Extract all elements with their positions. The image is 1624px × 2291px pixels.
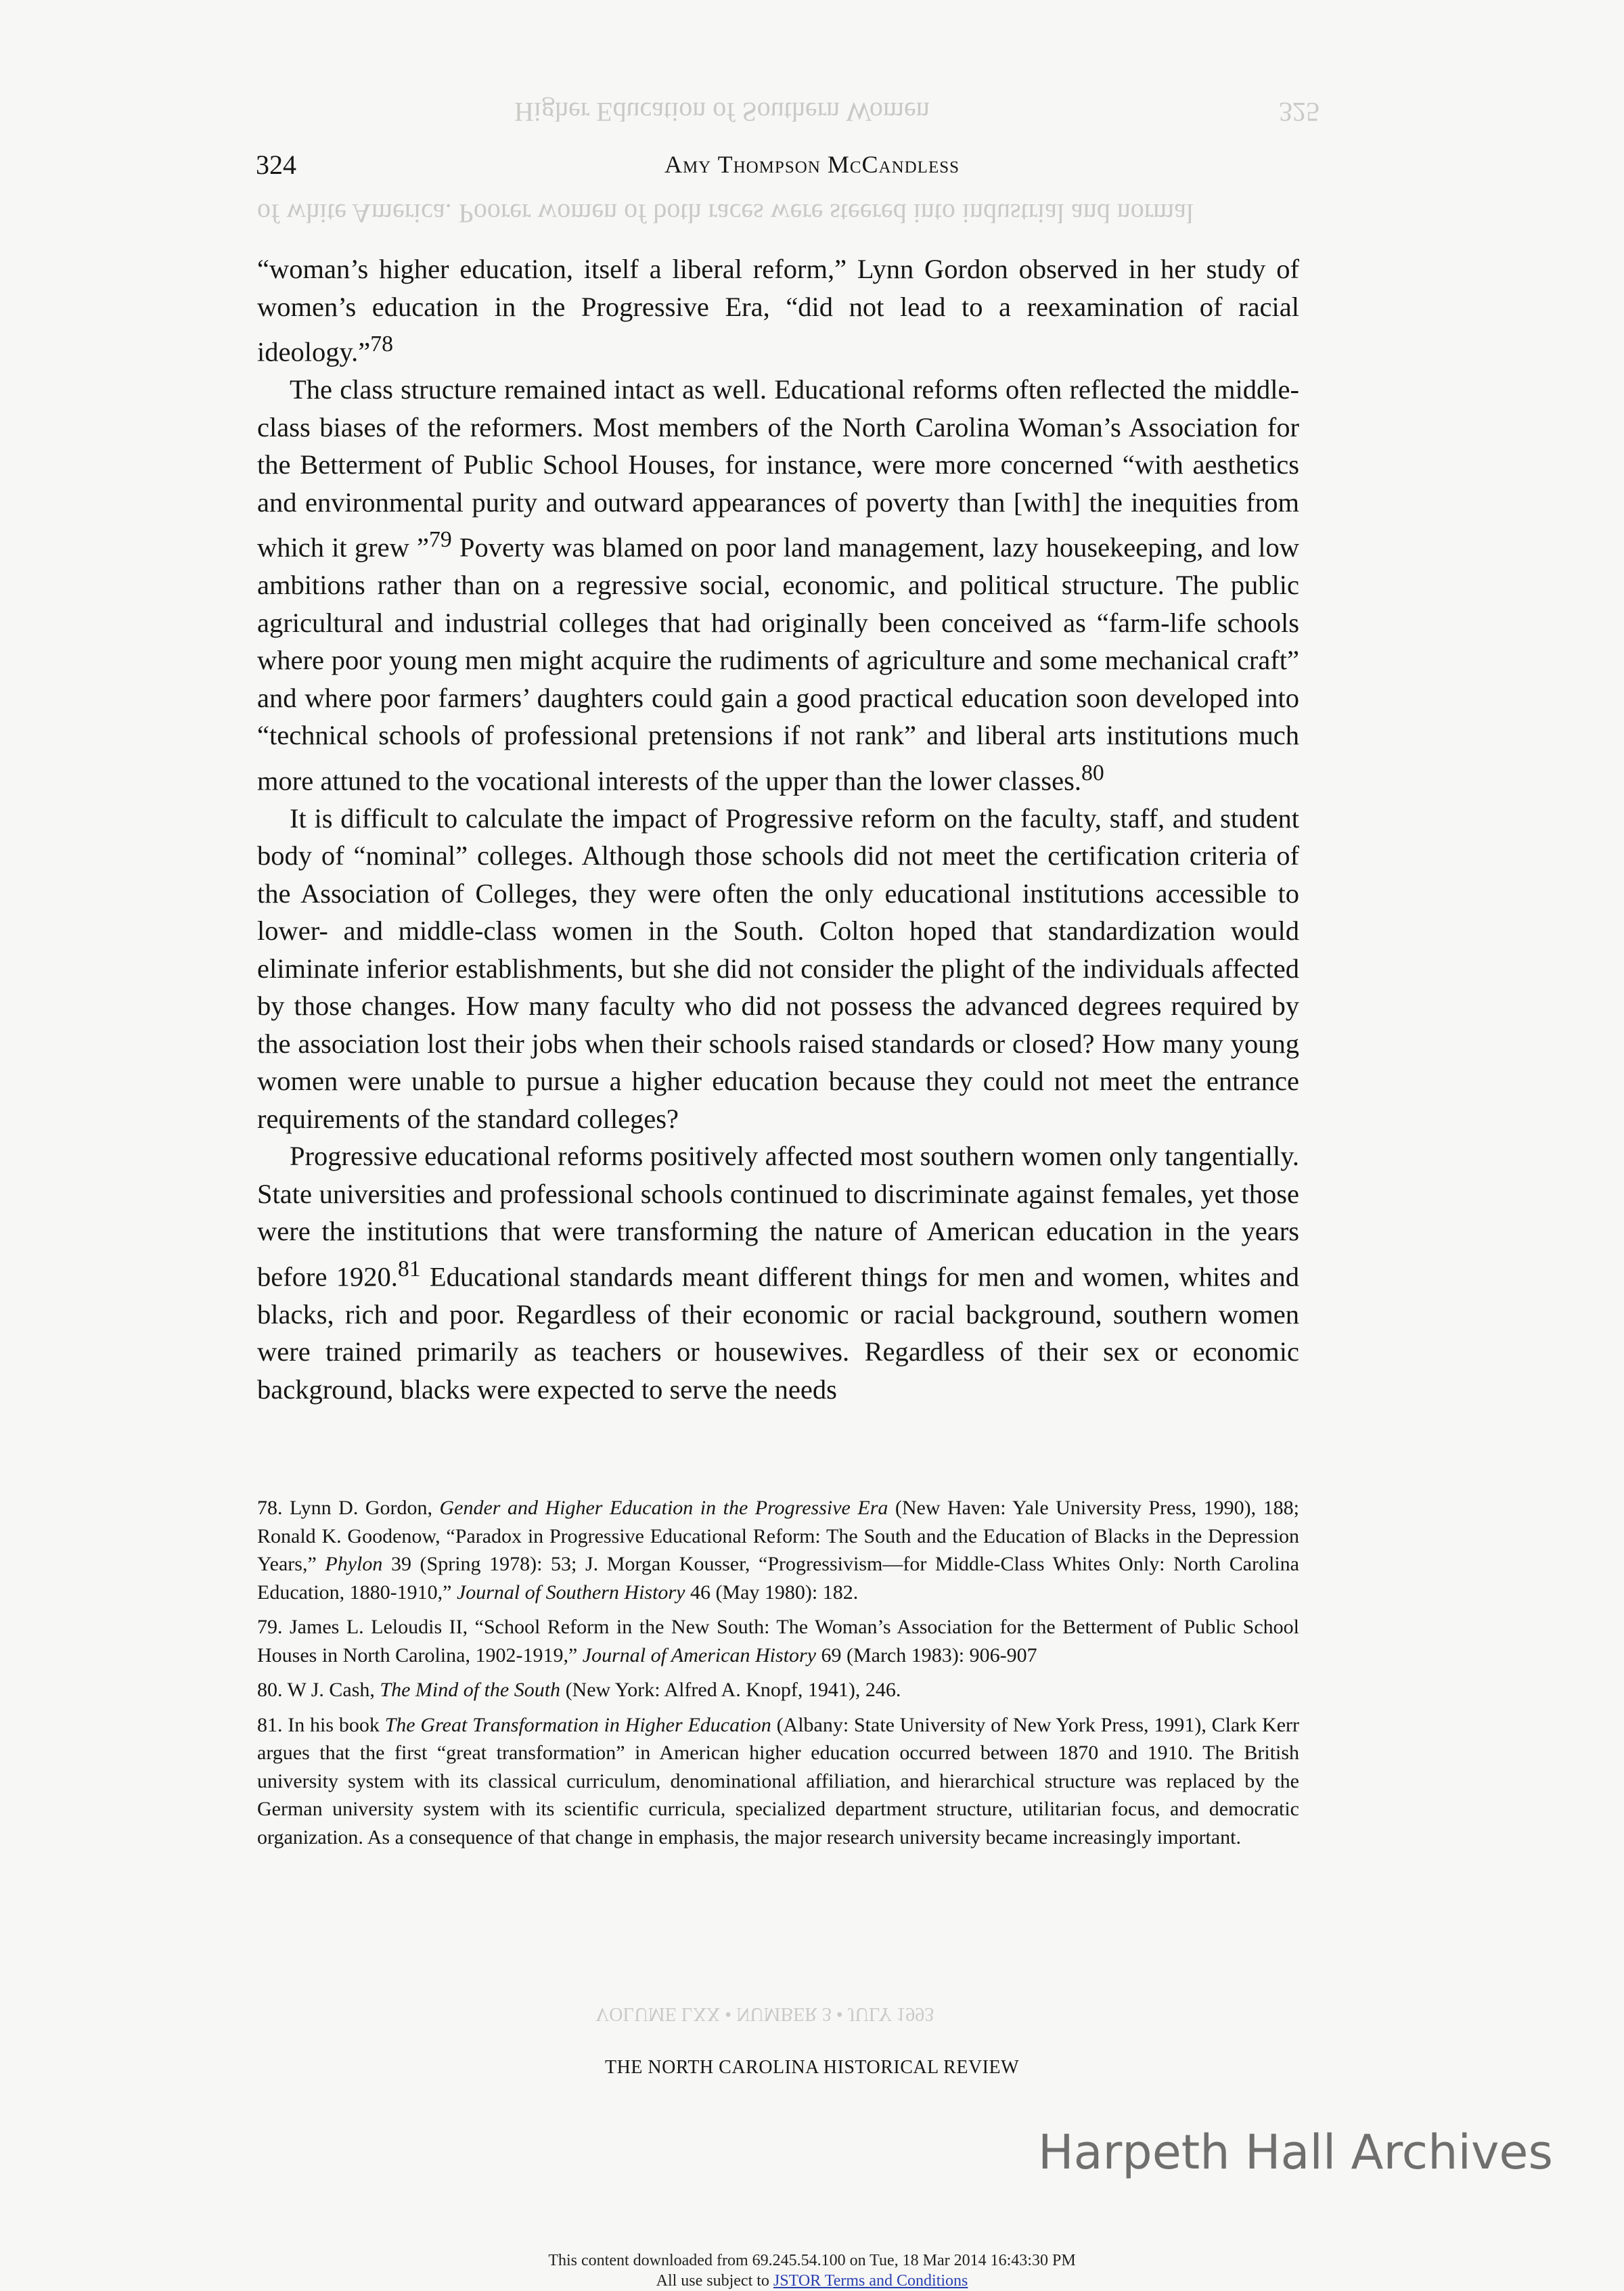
- bleed-through-page-number: 325: [1279, 97, 1320, 127]
- footnotes: [257, 1494, 1299, 1858]
- footnote-79: 79. James L. Leloudis II, “School Reform in the New South: The Woman’s Association for the Betterment of Public School Houses in North Carolina, 1902-1919,” Journal of American History 69 (March 1983): 906-907: [257, 1616, 1299, 1666]
- article-body: [257, 250, 1299, 1408]
- paragraph-4: Progressive educational reforms positively affected most southern women only tangentially. State universities and professional schools continued to discriminate against females, yet those were the institutions that were transforming the nature of American education in the years before 1920.81 Educational standards meant different things for men and women, whites and blacks, rich and poor. Regardless of their economic or racial background, southern women were trained primarily as teachers or housewives. Regardless of their sex or economic background, blacks were expected to serve the needs: [257, 1141, 1299, 1405]
- terms-line: All use subject to JSTOR Terms and Conditions: [656, 2272, 968, 2290]
- running-head: Amy Thompson McCandless: [664, 151, 960, 178]
- footnote-ref-78[interactable]: 78: [370, 332, 393, 357]
- download-notice: [0, 2250, 1624, 2291]
- archive-watermark: Harpeth Hall Archives: [1038, 2125, 1553, 2180]
- paragraph-2: The class structure remained intact as well. Educational reforms often reflected the middle-class biases of the reformers. Most members of the North Carolina Woman’s Association for the Betterment of Public School Houses, for instance, were more concerned “with aesthetics and environmental purity and outward appearances of poverty than [with] the inequities from which it grew ”$^{79}$ Poverty was blamed on poor land management, lazy housekeeping, and low ambitions rather than on a regressive social, economic, and political structure. The public agricultural and industrial colleges that had originally been conceived as “farm-life schools where poor young men might acquire the rudiments of agriculture and some mechanical craft” and where poor farmers’ daughters could gain a good practical education soon developed into “technical schools of professional pretensions if not rank” and liberal arts institutions much more attuned to the vocational interests of the upper than the lower classes.$^{80}$: [257, 374, 1299, 796]
- footnote-ref-80[interactable]: 80: [1081, 760, 1104, 786]
- download-line: This content downloaded from 69.245.54.100 on Tue, 18 Mar 2014 16:43:30 PM: [548, 2252, 1076, 2269]
- footnote-ref-81[interactable]: 81: [397, 1256, 421, 1281]
- bleed-through-running-head: Higher Education of Southern Women: [514, 97, 930, 127]
- footnote-ref-79[interactable]: 79: [428, 527, 452, 552]
- bleed-through-text: of white America. Poorer women of both races were steered into industrial and normal: [257, 198, 1194, 229]
- terms-link[interactable]: JSTOR Terms and Conditions: [773, 2272, 968, 2290]
- page-number: 324: [256, 150, 296, 180]
- bleed-through-footer: VOLUME LXX • NUMBER 3 • JULY 1993: [595, 2003, 934, 2024]
- paragraph-1: “woman’s higher education, itself a liberal reform,” Lynn Gordon observed in her study of women’s education in the Progressive Era, “did not lead to a reexamination of racial ideology.”$^{78}$: [257, 254, 1299, 367]
- footnote-78: 78. Lynn D. Gordon, Gender and Higher Education in the Progressive Era (New Haven: Yale University Press, 1990), 188; Ronald K. Goodenow, “Paradox in Progressive Educational Reform: The South and the Education of Blacks in the Depression Years,” Phylon 39 (Spring 1978): 53; J. Morgan Kousser, “Progressivism—for Middle-Class Whites Only: North Carolina Education, 1880-1910,” Journal of Southern History 46 (May 1980): 182.: [257, 1497, 1299, 1604]
- journal-footer: THE NORTH CAROLINA HISTORICAL REVIEW: [604, 2057, 1020, 2078]
- paragraph-3: It is difficult to calculate the impact of Progressive reform on the faculty, staff, and student body of “nominal” colleges. Although those schools did not meet the certification criteria of the Association of Colleges, they were often the only educational institutions accessible to lower- and middle-class women in the South. Colton hoped that standardization would eliminate inferior establishments, but she did not consider the plight of the individuals affected by those changes. How many faculty who did not possess the advanced degrees required by the association lost their jobs when their schools raised standards or closed? How many young women were unable to pursue a higher education because they could not meet the entrance requirements of the standard colleges?: [257, 802, 1299, 1134]
- footnote-81: 81. In his book The Great Transformation in Higher Education (Albany: State University of New York Press, 1991), Clark Kerr argues that the first “great transformation” in American higher education occurred between 1870 and 1910. The British university system with its classical curriculum, denominational affiliation, and hierarchical structure was replaced by the German university system with its scientific curricula, specialized department structure, utilitarian focus, and democratic organization. As a consequence of that change in emphasis, the major research university became increasingly important.: [257, 1713, 1299, 1848]
- footnote-80: 80. W J. Cash, The Mind of the South (New York: Alfred A. Knopf, 1941), 246.: [257, 1679, 901, 1701]
